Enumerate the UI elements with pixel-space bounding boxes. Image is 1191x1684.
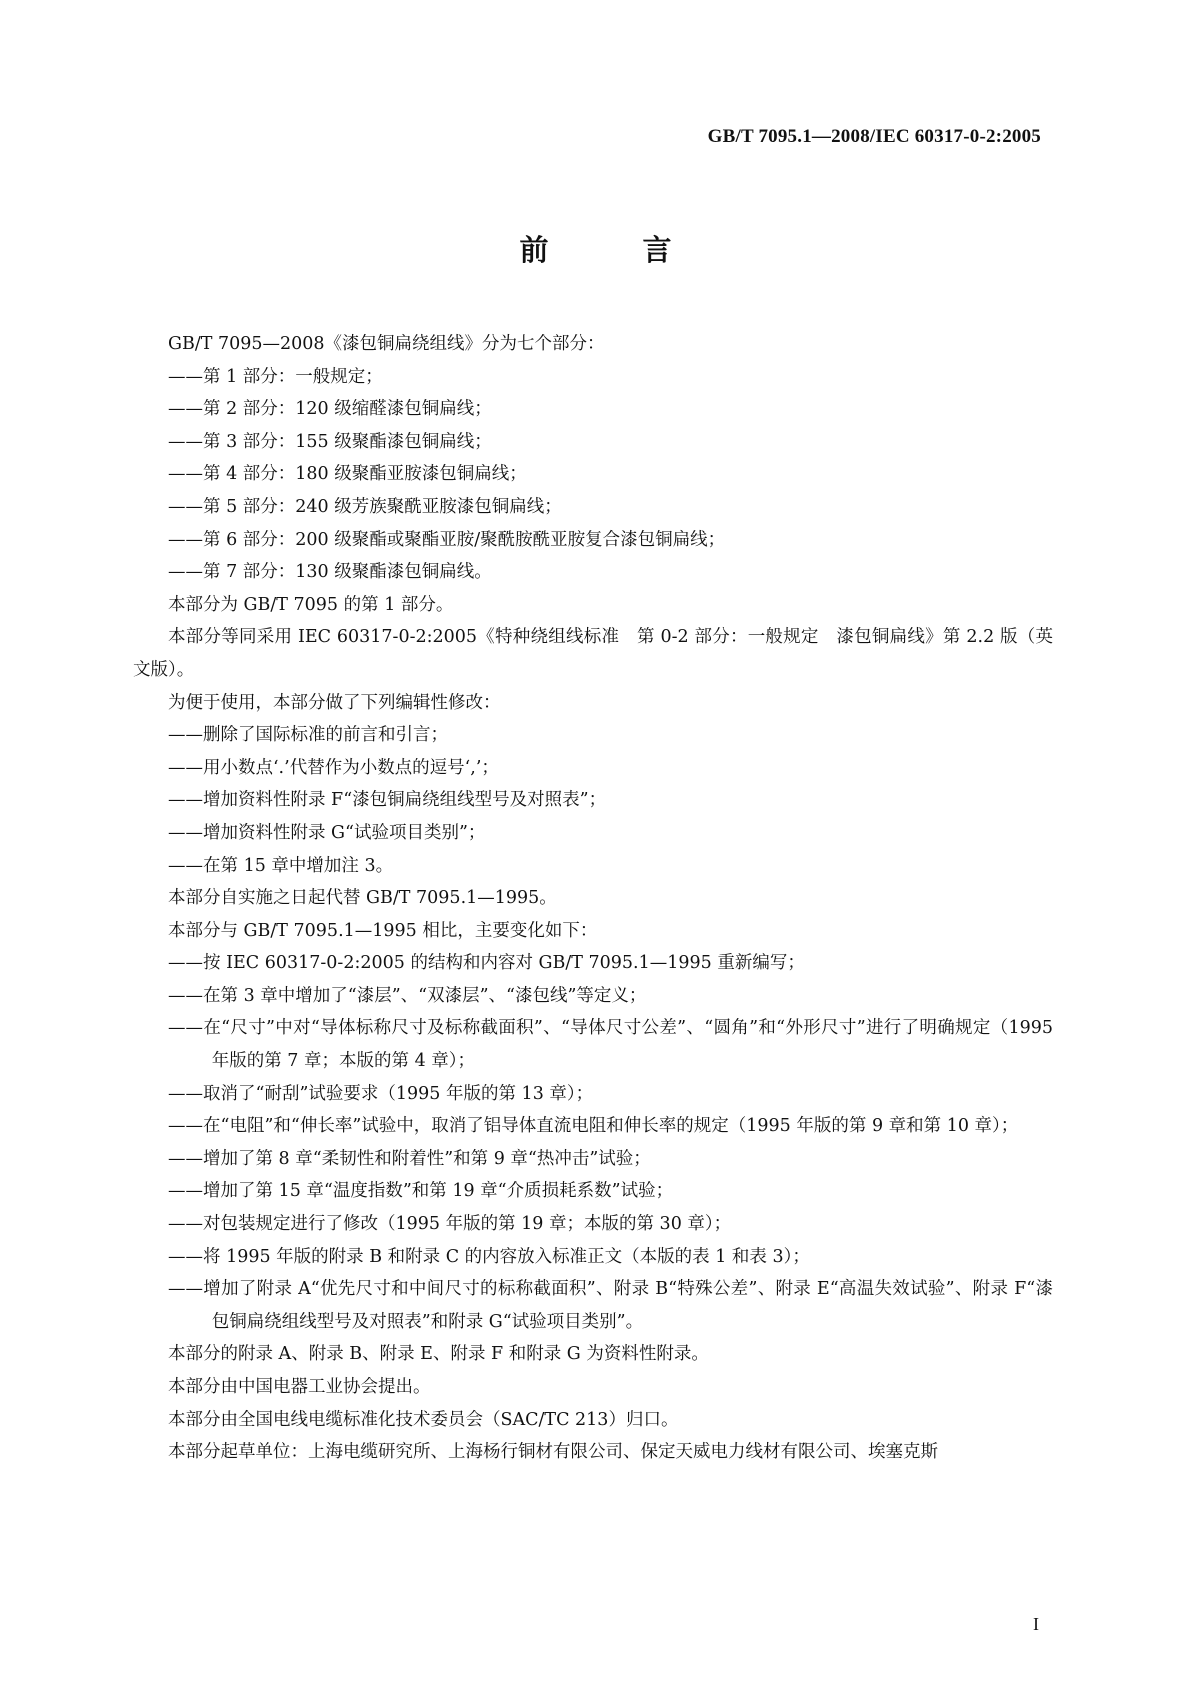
list-item: ——取消了“耐刮”试验要求（1995 年版的第 13 章）； (168, 1083, 594, 1104)
list-item: ——删除了国际标准的前言和引言； (168, 725, 448, 746)
list-item: ——增加资料性附录 G“试验项目类别”； (168, 822, 486, 843)
paragraph: 本部分由全国电线电缆标准化技术委员会（SAC/TC 213）归口。 (168, 1409, 679, 1430)
paragraph: 本部分的附录 A、附录 B、附录 E、附录 F 和附录 G 为资料性附录。 (168, 1344, 709, 1365)
list-item: ——增加资料性附录 F“漆包铜扁绕组线型号及对照表”； (168, 790, 607, 811)
list-item: ——第 3 部分：155 级聚酯漆包铜扁线； (168, 431, 492, 452)
paragraph: GB/T 7095—2008《漆包铜扁绕组线》分为七个部分： (168, 334, 605, 354)
list-item: ——增加了第 15 章“温度指数”和第 19 章“介质损耗系数”试验； (168, 1181, 674, 1202)
paragraph: 本部分为 GB/T 7095 的第 1 部分。 (168, 594, 454, 615)
list-item: ——在第 3 章中增加了“漆层”、“双漆层”、“漆包线”等定义； (168, 985, 647, 1006)
list-item: ——第 6 部分：200 级聚酯或聚酯亚胺/聚酰胺酰亚胺复合漆包铜扁线； (168, 529, 726, 550)
paragraph: 本部分起草单位：上海电缆研究所、上海杨行铜材有限公司、保定天威电力线材有限公司、埃塞克斯 (168, 1442, 938, 1463)
paragraph: 为便于使用，本部分做了下列编辑性修改： (168, 692, 501, 713)
paragraph: 本部分由中国电器工业协会提出。 (168, 1377, 431, 1397)
page-title: 前 言 (519, 233, 714, 267)
foreword-body (133, 328, 1053, 1469)
list-item: ——将 1995 年版的附录 B 和附录 C 的内容放入标准正文（本版的表 1 和表 3）； (168, 1246, 810, 1267)
standard-code-header: GB/T 7095.1—2008/IEC 60317-0-2:2005 (707, 126, 1041, 147)
list-item: ——按 IEC 60317-0-2:2005 的结构和内容对 GB/T 7095.1—1995 重新编写； (168, 953, 805, 974)
list-item: ——增加了附录 A“优先尺寸和中间尺寸的标称截面积”、附录 B“特殊公差”、附录 E“高温失效试验”、附录 F“漆包铜扁绕组线型号及对照表”和附录 G“试验项目类别”。 (168, 1279, 1053, 1332)
paragraph: 本部分与 GB/T 7095.1—1995 相比，主要变化如下： (168, 920, 598, 941)
list-item: ——在第 15 章中增加注 3。 (168, 855, 394, 876)
list-item: ——第 2 部分：120 级缩醛漆包铜扁线； (168, 399, 492, 420)
paragraph: 本部分自实施之日起代替 GB/T 7095.1—1995。 (168, 888, 557, 909)
list-item: ——第 5 部分：240 级芳族聚酰亚胺漆包铜扁线； (168, 496, 562, 517)
list-item: ——第 7 部分：130 级聚酯漆包铜扁线。 (168, 562, 492, 583)
list-item: ——增加了第 8 章“柔韧性和附着性”和第 9 章“热冲击”试验； (168, 1148, 651, 1169)
list-item: ——第 1 部分：一般规定； (168, 366, 383, 387)
list-item: ——在“尺寸”中对“导体标称尺寸及标称截面积”、“导体尺寸公差”、“圆角”和“外形尺寸”进行了明确规定（1995 年版的第 7 章；本版的第 4 章）； (168, 1018, 1053, 1072)
page-number: I (1033, 1614, 1039, 1634)
list-item: ——用小数点‘.’代替作为小数点的逗号‘,’； (168, 757, 499, 778)
list-item: ——对包装规定进行了修改（1995 年版的第 19 章；本版的第 30 章）； (168, 1214, 732, 1235)
paragraph: 本部分等同采用 IEC 60317-0-2:2005《特种绕组线标准 第 0-2 部分：一般规定 漆包铜扁线》第 2.2 版（英文版）。 (133, 627, 1053, 680)
list-item: ——第 4 部分：180 级聚酯亚胺漆包铜扁线； (168, 464, 527, 485)
list-item: ——在“电阻”和“伸长率”试验中，取消了铝导体直流电阻和伸长率的规定（1995 年版的第 9 章和第 10 章）； (168, 1116, 1019, 1137)
